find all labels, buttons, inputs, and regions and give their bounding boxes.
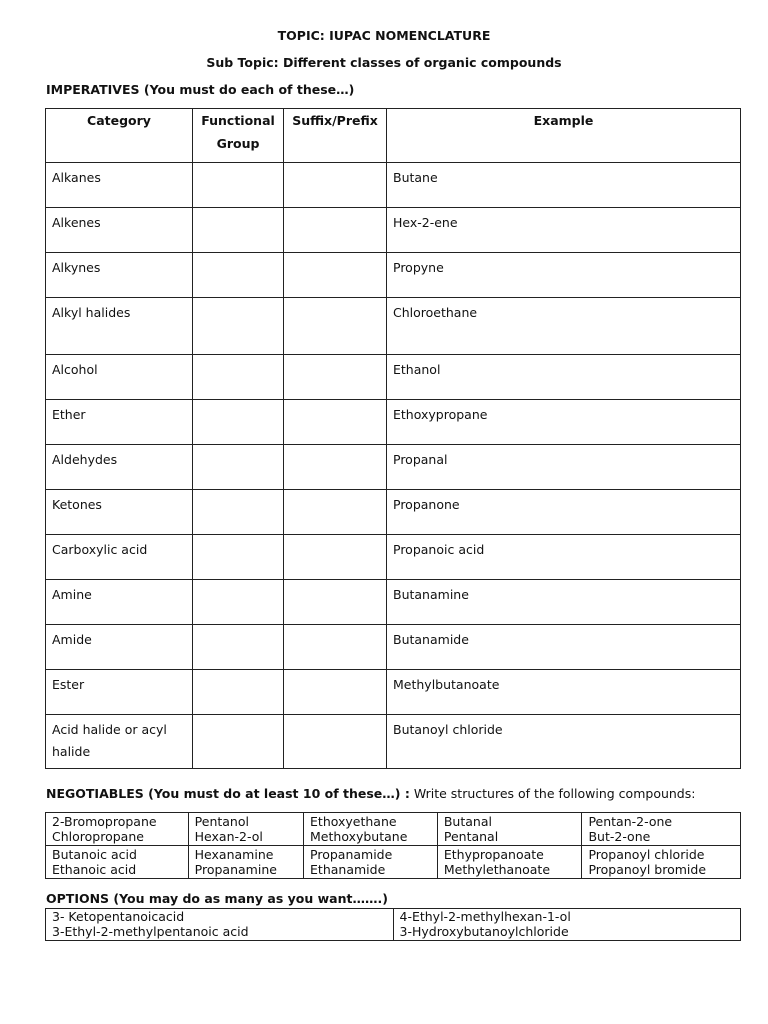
page-subtitle: Sub Topic: Different classes of organic compounds	[206, 55, 562, 70]
header-functional-group: Functional Group	[193, 109, 284, 163]
compound-name: Propanamine	[194, 862, 277, 877]
option-compound-name: 3-Hydroxybutanoylchloride	[399, 924, 569, 939]
compound-cell	[437, 813, 582, 846]
category-cell: Ketones	[46, 490, 193, 535]
example-cell: Propanoic acid	[387, 535, 741, 580]
table-header-row	[46, 109, 741, 163]
suffix-prefix-cell[interactable]	[284, 355, 387, 400]
example-cell: Ethoxypropane	[387, 400, 741, 445]
functional-group-cell[interactable]	[193, 580, 284, 625]
table-row	[46, 490, 741, 535]
option-cell	[393, 909, 741, 941]
header-suffix-prefix: Suffix/Prefix	[284, 109, 387, 163]
functional-group-cell[interactable]	[193, 625, 284, 670]
category-cell: Carboxylic acid	[46, 535, 193, 580]
negotiables-heading	[46, 786, 695, 801]
compound-cell	[188, 846, 303, 879]
compound-name: Propanamide	[310, 847, 393, 862]
page-title: TOPIC: IUPAC NOMENCLATURE	[277, 28, 491, 43]
negotiables-heading-instruction: Write structures of the following compounds:	[409, 786, 696, 801]
functional-group-cell[interactable]	[193, 355, 284, 400]
suffix-prefix-cell[interactable]	[284, 253, 387, 298]
imperatives-table	[45, 108, 741, 769]
compound-name: Butanoic acid	[52, 847, 137, 862]
functional-group-cell[interactable]	[193, 163, 284, 208]
functional-group-cell[interactable]	[193, 208, 284, 253]
compound-name: But-2-one	[588, 829, 651, 844]
category-cell: Alkenes	[46, 208, 193, 253]
suffix-prefix-cell[interactable]	[284, 715, 387, 769]
category-cell: Alkynes	[46, 253, 193, 298]
compound-name: Pent​an-2-one	[588, 814, 673, 829]
example-cell: Ethanol	[387, 355, 741, 400]
table-row	[46, 670, 741, 715]
functional-group-cell[interactable]	[193, 298, 284, 355]
compound-cell	[304, 813, 438, 846]
suffix-prefix-cell[interactable]	[284, 163, 387, 208]
option-compound-name: 4-Ethyl-2-methylhexan-1-ol	[399, 909, 571, 924]
suffix-prefix-cell[interactable]	[284, 625, 387, 670]
example-cell: Hex-2-ene	[387, 208, 741, 253]
suffix-prefix-cell[interactable]	[284, 298, 387, 355]
negotiables-table	[45, 812, 741, 879]
category-cell: Amine	[46, 580, 193, 625]
compound-name: Ethoxyethane	[310, 814, 397, 829]
table-row	[46, 445, 741, 490]
compound-name: Methylethanoate	[443, 862, 551, 877]
compound-name: Pentanal	[443, 829, 499, 844]
example-cell: Propyne	[387, 253, 741, 298]
compound-cell	[582, 813, 741, 846]
compound-name: Hexan-2-ol	[194, 829, 263, 844]
header-example: Example	[387, 109, 741, 163]
compound-name: Chloropropane	[52, 829, 144, 844]
category-cell: Ester	[46, 670, 193, 715]
compound-name: Pentanol	[194, 814, 249, 829]
category-cell: Acid halide or acyl halide	[46, 715, 193, 769]
functional-group-cell[interactable]	[193, 670, 284, 715]
example-cell: Propanal	[387, 445, 741, 490]
table-row	[46, 163, 741, 208]
suffix-prefix-cell[interactable]	[284, 670, 387, 715]
compound-cell	[46, 813, 189, 846]
compound-name: Butanal	[443, 814, 492, 829]
functional-group-cell[interactable]	[193, 715, 284, 769]
compound-cell	[188, 813, 303, 846]
table-row	[46, 355, 741, 400]
suffix-prefix-cell[interactable]	[284, 490, 387, 535]
table-row	[46, 909, 741, 941]
compound-cell	[437, 846, 582, 879]
functional-group-cell[interactable]	[193, 535, 284, 580]
option-compound-name: 3- Ketopentanoicacid	[52, 909, 185, 924]
category-cell: Ether	[46, 400, 193, 445]
example-cell: Butane	[387, 163, 741, 208]
functional-group-cell[interactable]	[193, 253, 284, 298]
example-cell: Chloroethane	[387, 298, 741, 355]
suffix-prefix-cell[interactable]	[284, 208, 387, 253]
compound-name: Ethanoic acid	[52, 862, 137, 877]
negotiables-heading-bold: NEGOTIABLES (You must do at least 10 of these…) :	[46, 786, 410, 801]
table-row	[46, 298, 741, 355]
compound-name: Hexanamine	[194, 847, 274, 862]
example-cell: Butanamide	[387, 625, 741, 670]
table-row	[46, 846, 741, 879]
table-row	[46, 580, 741, 625]
suffix-prefix-cell[interactable]	[284, 400, 387, 445]
functional-group-cell[interactable]	[193, 400, 284, 445]
table-row	[46, 715, 741, 769]
example-cell: Methylbutanoate	[387, 670, 741, 715]
example-cell: Propanone	[387, 490, 741, 535]
compound-cell	[46, 846, 189, 879]
compound-cell	[582, 846, 741, 879]
example-cell: Butanamine	[387, 580, 741, 625]
table-row	[46, 535, 741, 580]
suffix-prefix-cell[interactable]	[284, 535, 387, 580]
compound-name: 2-Bromopropane	[52, 814, 157, 829]
options-table	[45, 908, 741, 941]
compound-name: Propanoyl bromide	[588, 862, 707, 877]
suffix-prefix-cell[interactable]	[284, 445, 387, 490]
functional-group-cell[interactable]	[193, 490, 284, 535]
table-row	[46, 400, 741, 445]
options-heading: OPTIONS (You may do as many as you want…….)	[46, 891, 388, 906]
suffix-prefix-cell[interactable]	[284, 580, 387, 625]
category-cell: Alcohol	[46, 355, 193, 400]
category-cell: Amide	[46, 625, 193, 670]
table-row	[46, 813, 741, 846]
table-row	[46, 208, 741, 253]
compound-name: Propanoyl chloride	[588, 847, 705, 862]
compound-name: Methoxybutane	[310, 829, 408, 844]
table-row	[46, 253, 741, 298]
compound-name: Ethanamide	[310, 862, 386, 877]
category-cell: Alkanes	[46, 163, 193, 208]
category-cell: Aldehydes	[46, 445, 193, 490]
example-cell: Butanoyl chloride	[387, 715, 741, 769]
table-row	[46, 625, 741, 670]
functional-group-cell[interactable]	[193, 445, 284, 490]
imperatives-heading: IMPERATIVES (You must do each of these…)	[46, 82, 355, 97]
header-category: Category	[46, 109, 193, 163]
option-cell	[46, 909, 394, 941]
category-cell: Alkyl halides	[46, 298, 193, 355]
compound-cell	[304, 846, 438, 879]
option-compound-name: 3-Ethyl-2-methylpentanoic acid	[52, 924, 249, 939]
compound-name: Ethypropanoate	[443, 847, 544, 862]
